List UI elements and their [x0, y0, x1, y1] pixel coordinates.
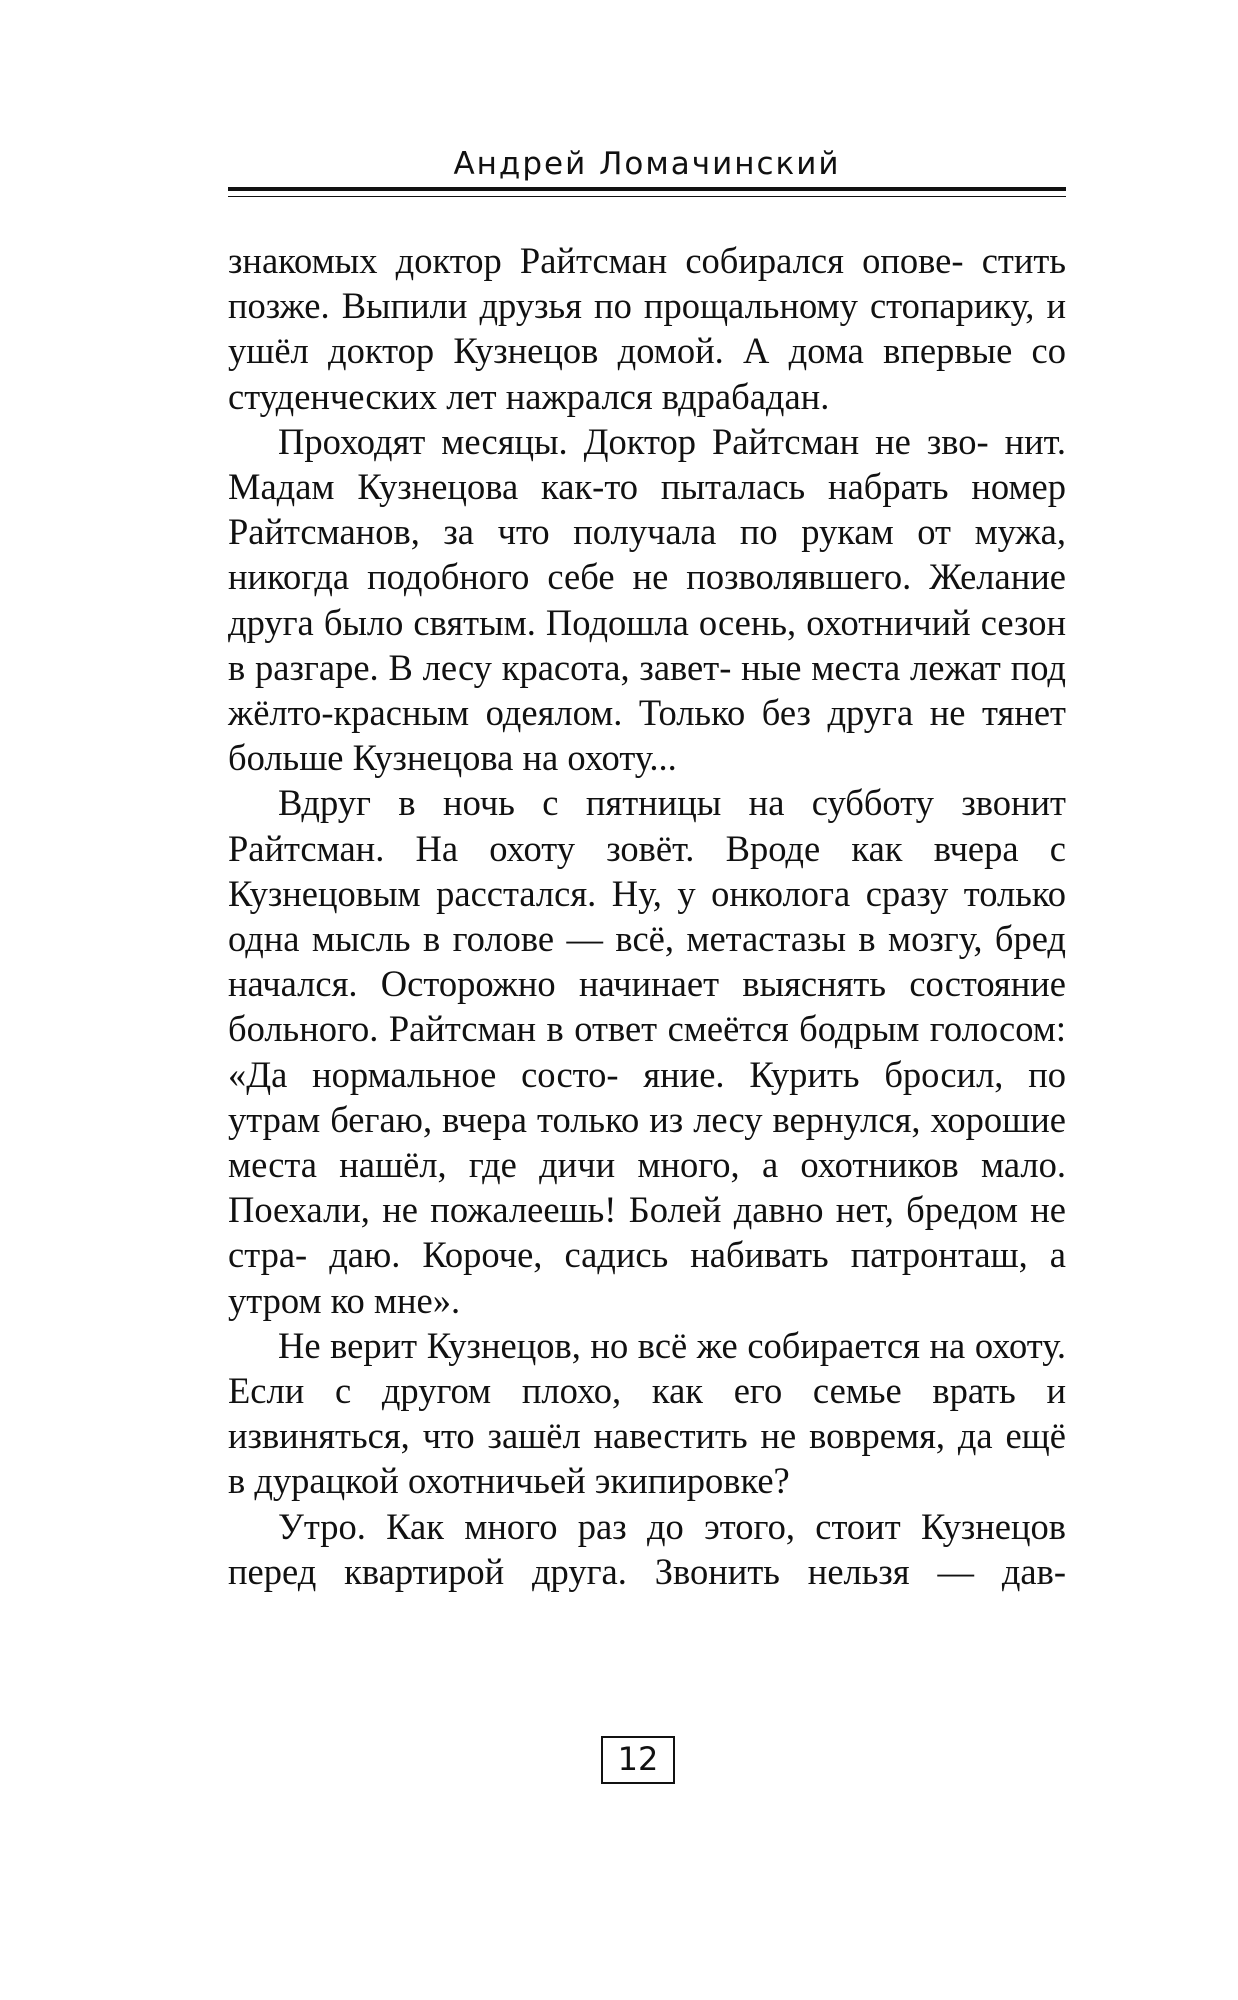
paragraph: Не верит Кузнецов, но всё же собирается на охоту. Если с другом плохо, как его семье врать и извиняться, что зашёл навестить не вовремя, да ещё в дурацкой охотничьей экипировке?: [228, 1324, 1066, 1502]
paragraph: Вдруг в ночь с пятницы на субботу звонит Райтсман. На охоту зовёт. Вроде как вчера с Кузнецовым расстался. Ну, у онколога сразу только одна мысль в голове — всё, метастазы в мозгу, бред начался. Осторожно начинает выяснять состояние больного. Райтсман в ответ смеётся бодрым голосом: «Да нормальное состо- яние. Курить бросил, по утрам бегаю, вчера только из лесу вернулся, хорошие места нашёл, где дичи много, а охотников мало. Поехали, не пожалеешь! Болей давно нет, бредом не стра- даю. Короче, садись набивать патронташ, а утром ко мне».: [228, 782, 1066, 1321]
paragraph-continuation: знакомых доктор Райтсман собирался опове- стить позже. Выпили друзья по прощальному стопарику, и ушёл доктор Кузнецов домой. А дома впервые со студенческих лет нажрался вдрабадан.: [228, 240, 1066, 417]
header-rule-thin: [228, 196, 1066, 197]
paragraph: Проходят месяцы. Доктор Райтсман не зво- нит. Мадам Кузнецова как-то пыталась набрать номер Райтсманов, за что получала по рукам от мужа, никогда подобного себе не позволявшего. Желание друга было святым. Подошла осень, охотничий сезон в разгаре. В лесу красота, завет- ные места лежат под жёлто-красным одеялом. Только без друга не тянет больше Кузнецова на охоту...: [228, 420, 1066, 779]
running-head-author: Андрей Ломачинский: [453, 146, 841, 182]
paragraph: Утро. Как много раз до этого, стоит Кузнецов перед квартирой друга. Звонить нельзя — дав-: [228, 1505, 1066, 1592]
page-number: 12: [601, 1736, 675, 1784]
body-text: [228, 238, 1066, 1594]
header-rule-thick: [228, 187, 1066, 191]
